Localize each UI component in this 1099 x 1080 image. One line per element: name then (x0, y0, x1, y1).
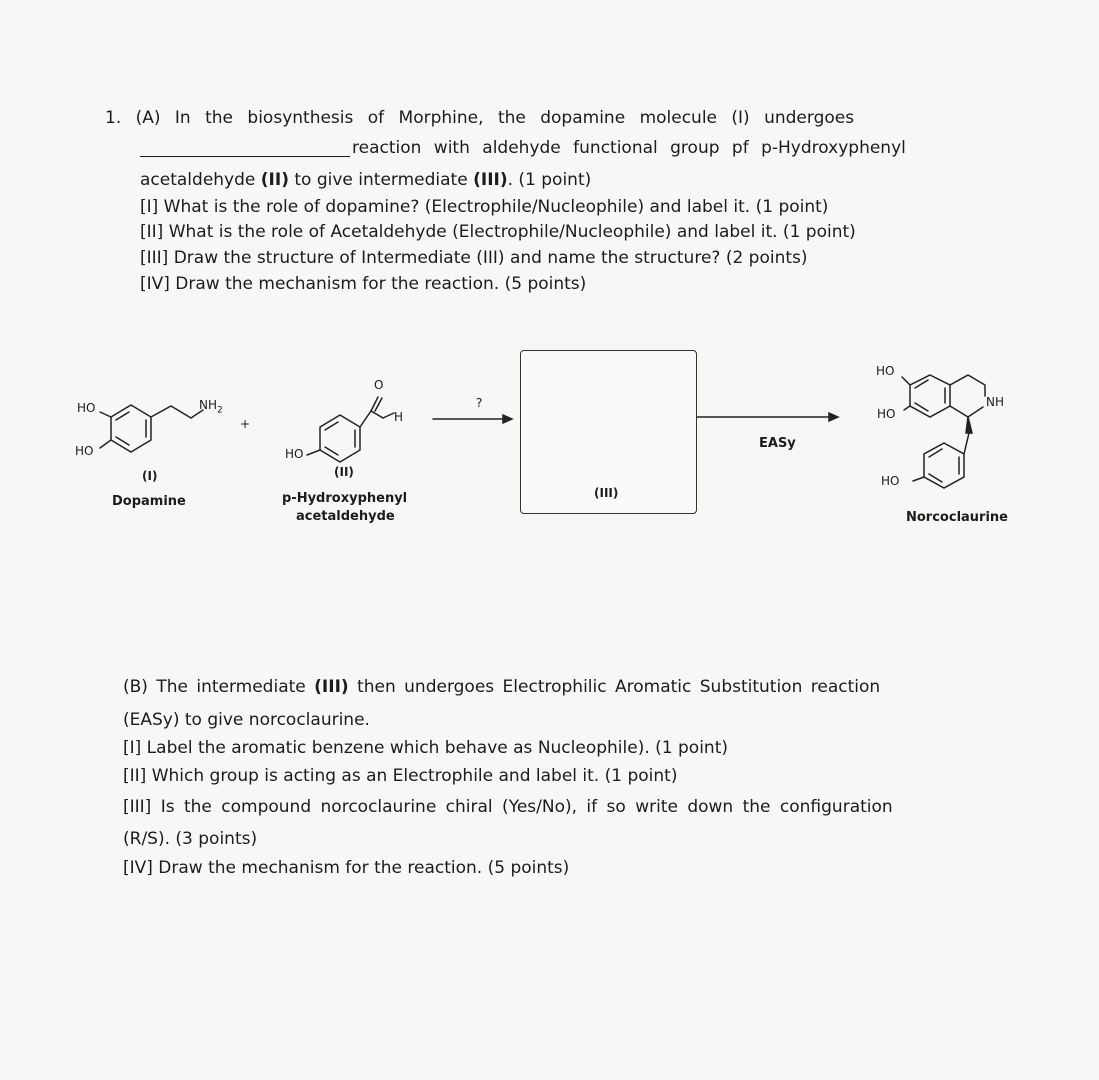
part-b-question-1: [I] Label the aromatic benzene which behave as Nucleophile). (1 point) (123, 738, 728, 758)
line3-mid: to give intermediate (288, 170, 474, 190)
arrow-1-label: ? (476, 396, 483, 410)
part-a-line-3 (140, 172, 591, 189)
amine-nh: NH (199, 398, 217, 412)
aldehyde-ring (307, 397, 394, 462)
aldehyde-ho: HO (285, 447, 304, 461)
part-a-line-2-text: reaction with aldehyde functional group pf p-Hydroxyphenyl (352, 138, 906, 158)
dopamine-ho-2: HO (75, 444, 94, 458)
arrow-2-label: EASy (759, 436, 796, 451)
plus-sign: + (240, 417, 251, 431)
b1-post: then undergoes Electrophilic Aromatic Substitution reaction (348, 677, 881, 697)
part-b-line-2: (EASy) to give norcoclaurine. (123, 710, 370, 730)
part-a-question-4: [IV] Draw the mechanism for the reaction. (5 points) (140, 274, 587, 294)
reaction-scheme (0, 330, 1099, 550)
part-a-line-1: 1. (A) In the biosynthesis of Morphine, the dopamine molecule (I) undergoes (105, 108, 855, 128)
part-b-question-3-cont: (R/S). (3 points) (123, 829, 258, 849)
norcoclaurine-structure (902, 375, 985, 488)
dopamine-number: (I) (142, 469, 158, 483)
line3-bold-ii: (II) (260, 170, 289, 190)
aldehyde-oxygen: O (374, 378, 384, 392)
aldehyde-hydrogen: H (394, 410, 404, 424)
b1-bold-iii: (III) (314, 677, 349, 697)
amine-subscript: 2 (217, 405, 223, 416)
intermediate-label: (III) (594, 486, 619, 500)
dopamine-amine (199, 398, 223, 415)
line3-post: . (1 point) (507, 170, 592, 190)
product-ho-1: HO (876, 364, 895, 378)
line3-bold-iii: (III) (473, 170, 508, 190)
product-ho-3: HO (881, 474, 900, 488)
product-nh: NH (986, 395, 1004, 409)
part-b-question-4: [IV] Draw the mechanism for the reaction. (5 points) (123, 858, 570, 878)
line3-pre: acetaldehyde (140, 170, 261, 190)
aldehyde-name-line-2: acetaldehyde (296, 509, 395, 524)
part-a-line-2 (140, 140, 906, 157)
dopamine-ho-1: HO (77, 401, 96, 415)
aldehyde-number: (II) (334, 465, 354, 479)
part-a-question-3: [III] Draw the structure of Intermediate (III) and name the structure? (2 points) (140, 248, 808, 268)
part-b-line-1 (123, 677, 880, 697)
part-b-question-2: [II] Which group is acting as an Electrophile and label it. (1 point) (123, 766, 678, 786)
b1-pre: (B) The intermediate (123, 677, 315, 697)
product-name: Norcoclaurine (906, 510, 1008, 525)
part-a-question-2: [II] What is the role of Acetaldehyde (Electrophile/Nucleophile) and label it. (1 point) (140, 222, 856, 242)
aldehyde-name-line-1: p-Hydroxyphenyl (282, 491, 408, 506)
answer-blank (140, 140, 350, 157)
part-b-question-3: [III] Is the compound norcoclaurine chiral (Yes/No), if so write down the configuration (123, 797, 893, 817)
part-a-question-1: [I] What is the role of dopamine? (Electrophile/Nucleophile) and label it. (1 point) (140, 197, 829, 217)
dopamine-name: Dopamine (112, 494, 186, 509)
product-ho-2: HO (877, 407, 896, 421)
dopamine-ring (100, 405, 203, 452)
